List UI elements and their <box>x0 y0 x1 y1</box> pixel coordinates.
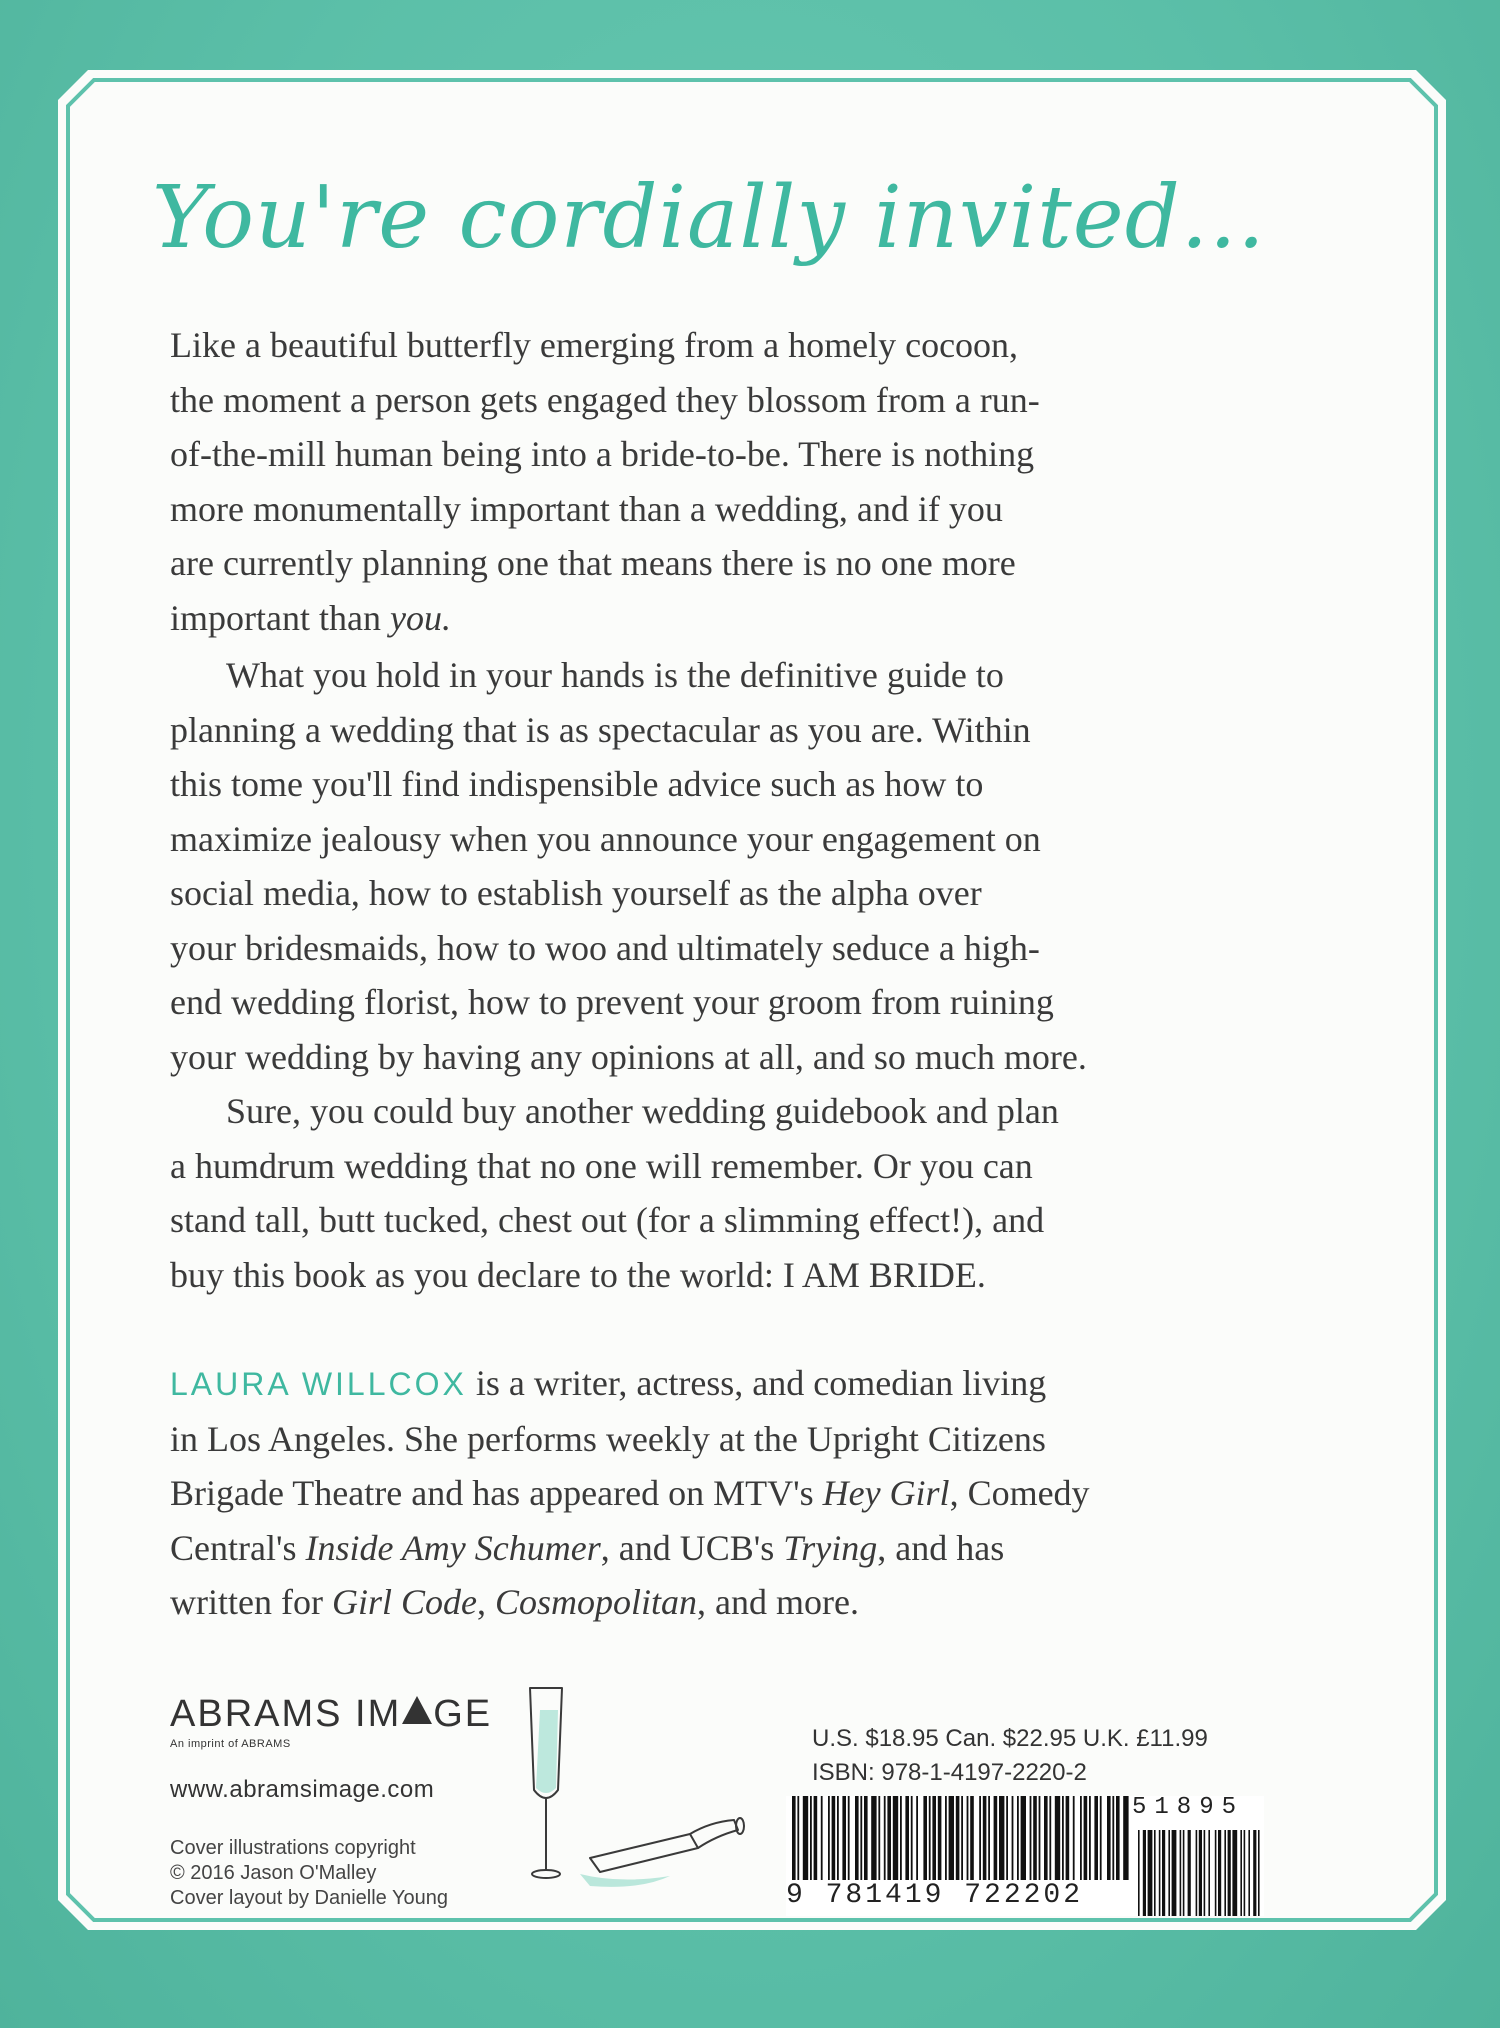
barcode-bar <box>871 1796 876 1880</box>
text-fragment: , and UCB's <box>600 1527 784 1568</box>
barcode-bar <box>911 1796 913 1880</box>
publisher-block <box>170 1694 492 1804</box>
barcode-bar <box>1123 1796 1128 1880</box>
text-fragment: , Comedy <box>949 1473 1090 1513</box>
show-title: Inside Amy Schumer <box>305 1527 601 1568</box>
barcode-addon-digits: 51895 <box>1132 1794 1245 1821</box>
barcode-bar <box>1100 1796 1102 1880</box>
text-fragment: written for <box>170 1582 332 1622</box>
description-paragraph-1 <box>170 318 1270 645</box>
barcode-bar <box>1030 1796 1032 1880</box>
text-line: Sure, you could buy another wedding guidebook and plan <box>226 1091 1059 1131</box>
text-line: end wedding florist, how to prevent your groom from ruining <box>170 982 1054 1022</box>
text-line: stand tall, butt tucked, chest out (for a slimming effect!), and <box>170 1200 1045 1240</box>
barcode-bar <box>855 1796 859 1880</box>
text-line: a humdrum wedding that no one will remember. Or you can <box>170 1145 1033 1186</box>
barcode-bar <box>797 1796 799 1880</box>
text-line: your bridesmaids, how to woo and ultimately seduce a high- <box>170 927 1040 968</box>
barcode-bar <box>916 1796 918 1880</box>
publication-title: Cosmopolitan <box>494 1582 697 1622</box>
publisher-url[interactable]: www.abramsimage.com <box>170 1776 435 1803</box>
barcode-bar <box>956 1796 960 1880</box>
text-line: of-the-mill human being into a bride-to-be. There is nothing <box>170 434 1035 474</box>
barcode-bar <box>821 1796 823 1880</box>
text-fragment: important than <box>170 597 390 638</box>
barcode-bar <box>999 1796 1004 1880</box>
text-fragment: Brigade Theatre and has appeared on MTV's <box>170 1473 823 1513</box>
text-line <box>170 591 1270 646</box>
barcode-bar <box>1112 1796 1114 1880</box>
logo-triangle-icon <box>402 1696 432 1724</box>
text-line: your wedding by having any opinions at all, and so much more. <box>170 1036 1087 1077</box>
barcode-bar <box>803 1796 808 1880</box>
barcode-bar <box>949 1796 954 1880</box>
barcode-bar <box>1089 1796 1091 1880</box>
text-line: the moment a person gets engaged they blossom from a run- <box>170 379 1040 420</box>
barcode-bar <box>860 1796 862 1880</box>
show-title: Hey Girl <box>822 1473 950 1513</box>
text-line: this tome you'll find indispensible advice such as how to <box>170 764 984 804</box>
barcode-bar <box>970 1796 974 1880</box>
credit-line: Cover illustrations copyright <box>170 1837 416 1859</box>
barcode-bar <box>810 1796 812 1880</box>
barcode-bar <box>1084 1796 1088 1880</box>
champagne-glass-illustration-icon <box>520 1680 780 1900</box>
text-line: social media, how to establish yourself as the alpha over <box>170 873 982 913</box>
credit-line: © 2016 Jason O'Malley <box>170 1862 377 1884</box>
text-fragment: , and more. <box>697 1582 859 1622</box>
author-bio <box>170 1356 1270 1630</box>
headline: You're cordially invited... <box>152 168 1266 268</box>
barcode-bar <box>884 1796 886 1880</box>
barcode-bar <box>1055 1796 1060 1880</box>
barcode-bar <box>1006 1796 1008 1880</box>
barcode-bar <box>929 1796 931 1880</box>
barcode-bar <box>1021 1796 1026 1880</box>
barcode-bar <box>1044 1796 1048 1880</box>
barcode-bar <box>994 1796 998 1880</box>
barcode-bar <box>887 1796 891 1880</box>
text-line: What you hold in your hands is the definitive guide to <box>226 655 1004 695</box>
text-line <box>170 1575 1270 1630</box>
price-block <box>812 1722 1208 1790</box>
barcode-bar <box>945 1796 947 1880</box>
barcode-bar <box>1012 1796 1014 1880</box>
text-line: buy this book as you declare to the world: I AM BRIDE. <box>170 1254 986 1295</box>
credit-line: Cover layout by Danielle Young <box>170 1887 448 1909</box>
publisher-logo <box>170 1694 492 1734</box>
barcode-bar <box>988 1796 990 1880</box>
barcode-bar <box>1049 1796 1051 1880</box>
barcode-bar <box>814 1796 818 1880</box>
barcode-bar <box>792 1796 796 1880</box>
text-line: are currently planning one that means there is no one more <box>170 543 1016 583</box>
text-fragment: , <box>476 1582 495 1622</box>
text-line: Like a beautiful butterfly emerging from a homely cocoon, <box>170 325 1019 365</box>
emphasis-text: you. <box>389 597 451 638</box>
text-line: in Los Angeles. She performs weekly at the Upright Citizens <box>170 1418 1046 1459</box>
cover-credits <box>170 1836 448 1911</box>
text-fragment: , and has <box>877 1527 1005 1568</box>
barcode-digits: 9 781419 722202 <box>786 1880 1084 1911</box>
publisher-imprint: An imprint of ABRAMS <box>170 1738 291 1750</box>
barcode-bar <box>900 1796 902 1880</box>
barcode-bar <box>848 1796 850 1880</box>
text-fragment: is a writer, actress, and comedian living <box>466 1363 1047 1403</box>
barcode-bar <box>1017 1796 1019 1880</box>
barcode-bar <box>961 1796 963 1880</box>
barcode-bar <box>905 1796 909 1880</box>
logo-text: ABRAMS IM <box>170 1693 402 1735</box>
price-list: U.S. $18.95 Can. $22.95 U.K. £11.99 <box>812 1725 1208 1752</box>
barcode-bar <box>878 1796 880 1880</box>
barcode-bar <box>1107 1796 1111 1880</box>
text-line <box>170 1356 1270 1412</box>
description-paragraph-3 <box>170 1084 1270 1302</box>
text-line: more monumentally important than a wedding, and if you <box>170 488 1003 529</box>
barcode-bar <box>832 1796 836 1880</box>
barcode-bar <box>828 1796 830 1880</box>
barcode-bar <box>967 1796 969 1880</box>
description-paragraph-2 <box>170 648 1270 1084</box>
text-fragment: Central's <box>170 1527 306 1568</box>
publication-title: Girl Code <box>331 1582 477 1622</box>
barcode-bar <box>842 1796 846 1880</box>
barcode-bar <box>1039 1796 1041 1880</box>
barcode-bar <box>938 1796 942 1880</box>
barcode-bar <box>979 1796 981 1880</box>
barcode-bar <box>864 1796 868 1880</box>
logo-text: GE <box>433 1693 493 1735</box>
isbn: ISBN: 978-1-4197-2220-2 <box>812 1759 1087 1786</box>
barcode-bar <box>1033 1796 1037 1880</box>
barcode-bar <box>1116 1796 1120 1880</box>
barcode-bar <box>1094 1796 1098 1880</box>
barcode-bar <box>983 1796 987 1880</box>
text-line <box>170 1521 1270 1576</box>
text-line: maximize jealousy when you announce your engagement on <box>170 818 1041 859</box>
barcode-bar <box>1080 1796 1082 1880</box>
text-line: planning a wedding that is as spectacular as you are. Within <box>170 709 1031 750</box>
author-name: LAURA WILLCOX <box>170 1366 467 1402</box>
barcode-bar <box>923 1796 927 1880</box>
barcode-bar <box>893 1796 898 1880</box>
text-line <box>170 1466 1270 1521</box>
barcode-bar <box>1066 1796 1070 1880</box>
barcode-bar <box>837 1796 839 1880</box>
show-title: Trying <box>783 1527 878 1568</box>
barcode-bar <box>1073 1796 1075 1880</box>
barcode-bar <box>932 1796 936 1880</box>
barcode-bar <box>1062 1796 1064 1880</box>
